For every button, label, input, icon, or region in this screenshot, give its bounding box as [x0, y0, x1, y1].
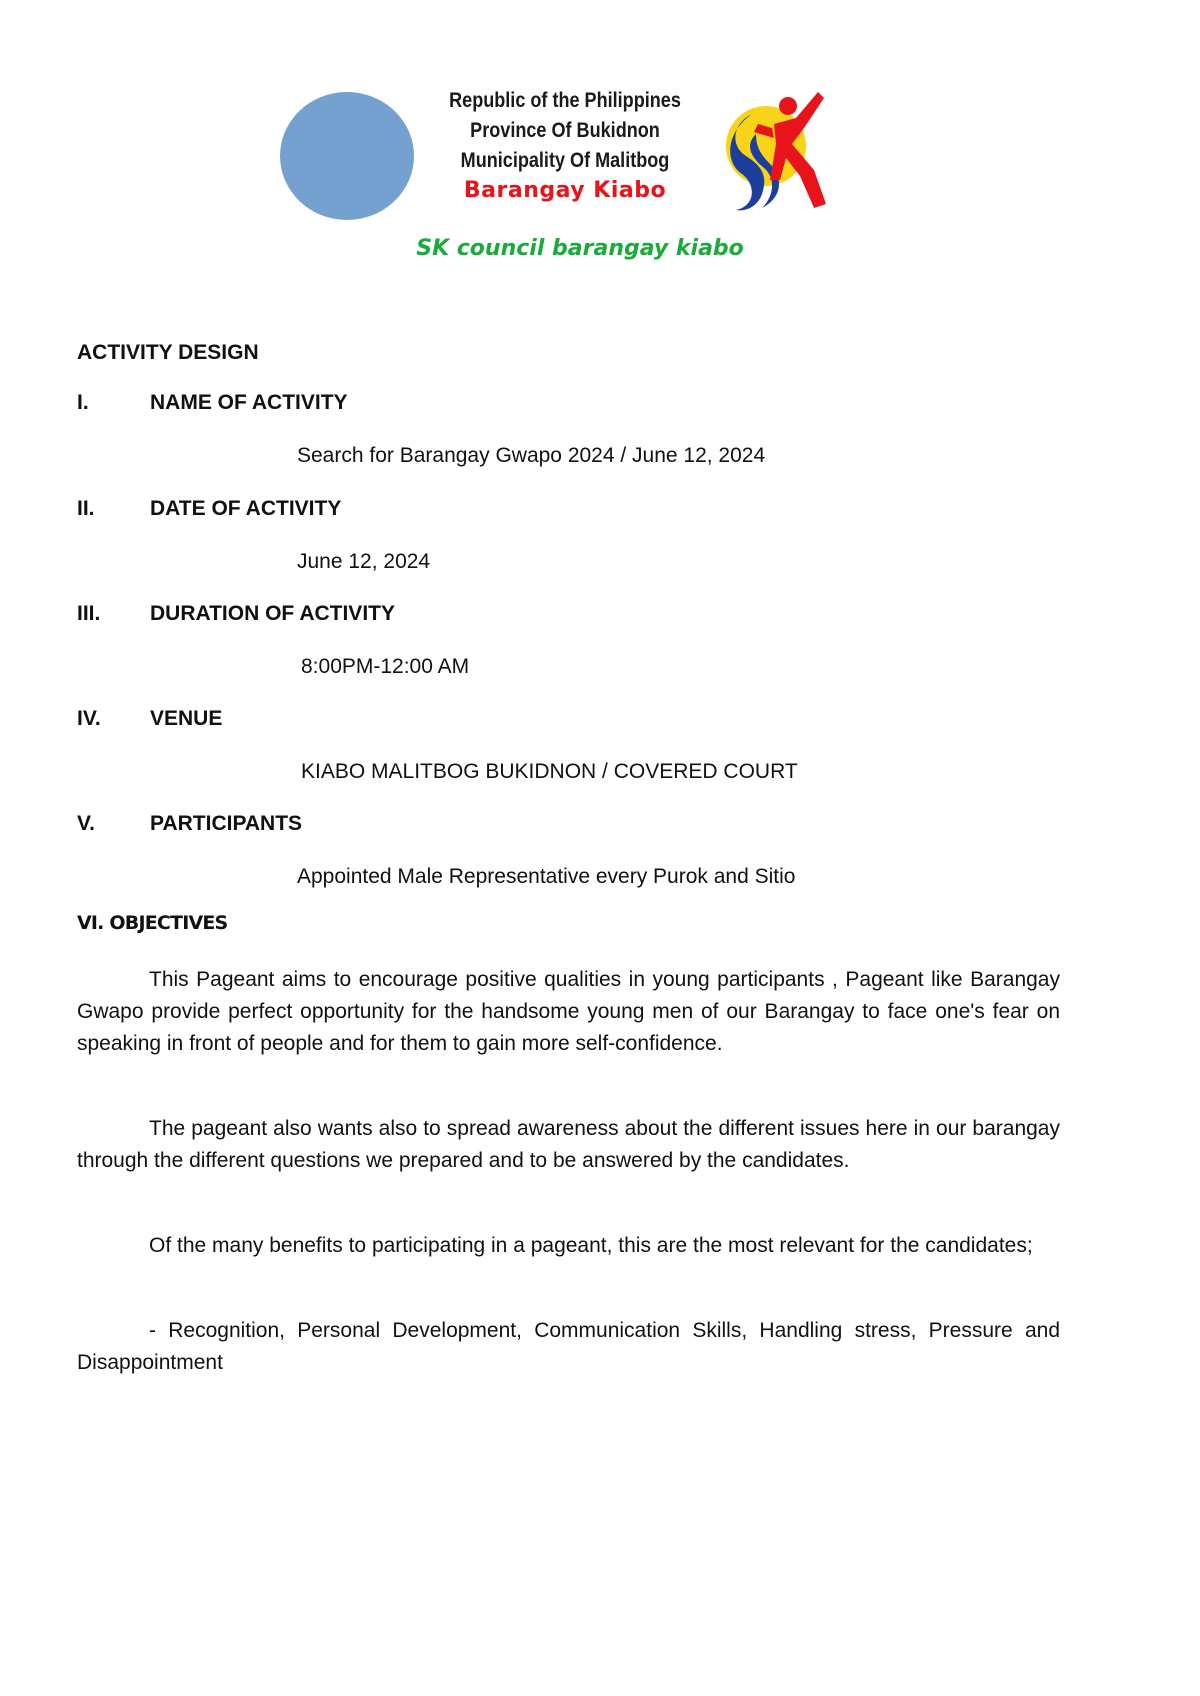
header-line-republic: Republic of the Philippines — [449, 89, 681, 112]
section-heading: DATE OF ACTIVITY — [150, 497, 342, 520]
section-value: June 12, 2024 — [297, 550, 431, 573]
barangay-seal-icon — [280, 92, 414, 220]
section-number: II. — [77, 497, 95, 520]
section-number: III. — [77, 602, 101, 625]
section-value: KIABO MALITBOG BUKIDNON / COVERED COURT — [301, 760, 798, 783]
sk-council-title: SK council barangay kiabo — [416, 236, 744, 261]
section-heading: VENUE — [150, 707, 223, 730]
section-value: Search for Barangay Gwapo 2024 / June 12, 2024 — [297, 444, 766, 467]
sk-logo-icon — [722, 84, 836, 216]
section-number: V. — [77, 812, 95, 835]
section-heading: DURATION OF ACTIVITY — [150, 602, 395, 625]
section-value: 8:00PM-12:00 AM — [301, 655, 470, 678]
section-heading: NAME OF ACTIVITY — [150, 391, 348, 414]
header-line-municipality: Municipality Of Malitbog — [460, 149, 670, 172]
section-number: IV. — [77, 707, 101, 730]
section-number: I. — [77, 391, 89, 414]
section-heading: PARTICIPANTS — [150, 812, 303, 835]
document-title: ACTIVITY DESIGN — [77, 341, 259, 364]
objective-paragraph: Of the many benefits to participating in a pageant, this are the most relevant for the candidates; — [149, 1234, 1033, 1257]
objective-paragraph: This Pageant aims to encourage positive qualities in young participants , Pageant like Barangay Gwapo provide perfect opportunity for the handsome young men of our Barangay to face one's fear on speaking in front of people and for them to gain more self-confidence. — [77, 968, 1060, 1055]
objective-paragraph: The pageant also wants also to spread awareness about the different issues here in our barangay through the different questions we prepared and to be answered by the candidates. — [77, 1117, 1060, 1172]
letterhead — [400, 86, 730, 206]
benefits-list: - Recognition, Personal Development, Communication Skills, Handling stress, Pressure and Disappointment — [77, 1319, 1060, 1374]
header-line-province: Province Of Bukidnon — [470, 119, 660, 142]
header-line-barangay: Barangay Kiabo — [463, 178, 667, 203]
section-value: Appointed Male Representative every Purok and Sitio — [297, 865, 796, 888]
objectives-heading: VI. OBJECTIVES — [77, 912, 228, 934]
